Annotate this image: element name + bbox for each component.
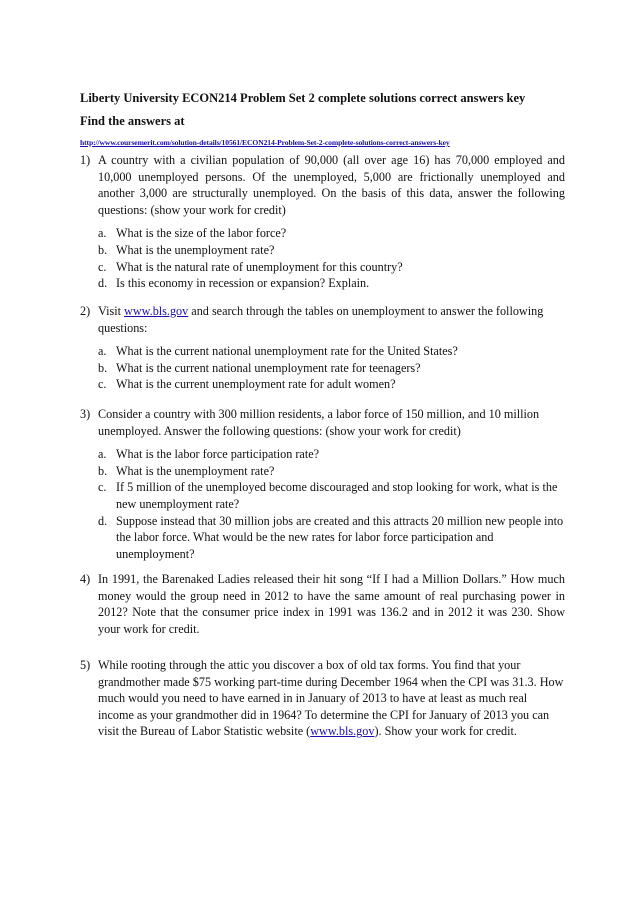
sub-question: b. What is the current national unemployment rate for teenagers?: [98, 360, 421, 375]
sub-question: a. What is the labor force participation rate?: [98, 447, 320, 462]
question-number: 5): [80, 658, 91, 672]
sub-question: a. What is the size of the labor force?: [98, 226, 287, 241]
sub-question: c. What is the current unemployment rate for adult women?: [98, 377, 396, 392]
question-3: [80, 406, 565, 562]
question-number: 4): [80, 572, 91, 586]
question-number: 3): [80, 407, 91, 421]
sub-question: c. What is the natural rate of unemployment for this country?: [98, 259, 403, 274]
question-2: [80, 303, 565, 393]
question-text: In 1991, the Barenaked Ladies released their hit song “If I had a Million Dollars.” How much money would the group need in 2012 to have the same amount of real purchasing power in 2012? Note that the consumer price index in 1991 was 136.2 and in 2012 it was 230. Show your work for credit.: [98, 572, 565, 636]
question-text: Visit www.bls.gov and search through the tables on unemployment to answer the following questions:: [98, 304, 544, 335]
question-number: 2): [80, 304, 91, 318]
sub-question-list: [98, 225, 565, 291]
question-text: Consider a country with 300 million residents, a labor force of 150 million, and 10 million unemployed. Answer the following questions: (show your work for credit): [98, 407, 540, 438]
question-number: 1): [80, 153, 91, 167]
sub-question: c. If 5 million of the unemployed become discouraged and stop looking for work, what is the new unemployment rate?: [98, 480, 558, 511]
bls-link[interactable]: www.bls.gov: [124, 304, 189, 318]
bls-link[interactable]: www.bls.gov: [310, 724, 375, 739]
sub-question: d. Is this economy in recession or expansion? Explain.: [98, 276, 370, 291]
question-5: [80, 657, 565, 740]
document-title: Liberty University ECON214 Problem Set 2 complete solutions correct answers key: [80, 91, 526, 105]
answers-heading: Find the answers at: [80, 114, 185, 128]
sub-question-list: [98, 343, 565, 393]
sub-question: a. What is the current national unemployment rate for the United States?: [98, 344, 458, 359]
question-text: While rooting through the attic you discover a box of old tax forms. You find that your grandmother made $75 working part-time during December 1964 when the CPI was 31.3. How much would you need to have earned in in January of 2013 to have at least as much real income as your grandmother did in 1964? To determine the CPI for January of 2013 you can visit the Bureau of Labor Statistic website (www.bls.gov). Show your work for credit.: [98, 658, 564, 739]
question-4: [80, 571, 565, 637]
sub-question-list: [98, 446, 565, 562]
sub-question: b. What is the unemployment rate?: [98, 242, 275, 257]
sub-question: b. What is the unemployment rate?: [98, 463, 275, 478]
sub-question: d. Suppose instead that 30 million jobs are created and this attracts 20 million new people into the labor force. What would be the new rates for labor force participation and unemployment?: [98, 513, 564, 561]
question-1: [80, 152, 565, 292]
source-link[interactable]: http://www.coursemerit.com/solution-details/10561/ECON214-Problem-Set-2-complete-solutions-correct-answers-key: [80, 138, 450, 147]
question-text: A country with a civilian population of 90,000 (all over age 16) has 70,000 employed and 10,000 unemployed persons. Of the unemployed, 5,000 are frictionally unemployed and another 3,000 are structurally unemployed. On the basis of this data, answer the following questions: (show your work for credit): [98, 153, 565, 217]
